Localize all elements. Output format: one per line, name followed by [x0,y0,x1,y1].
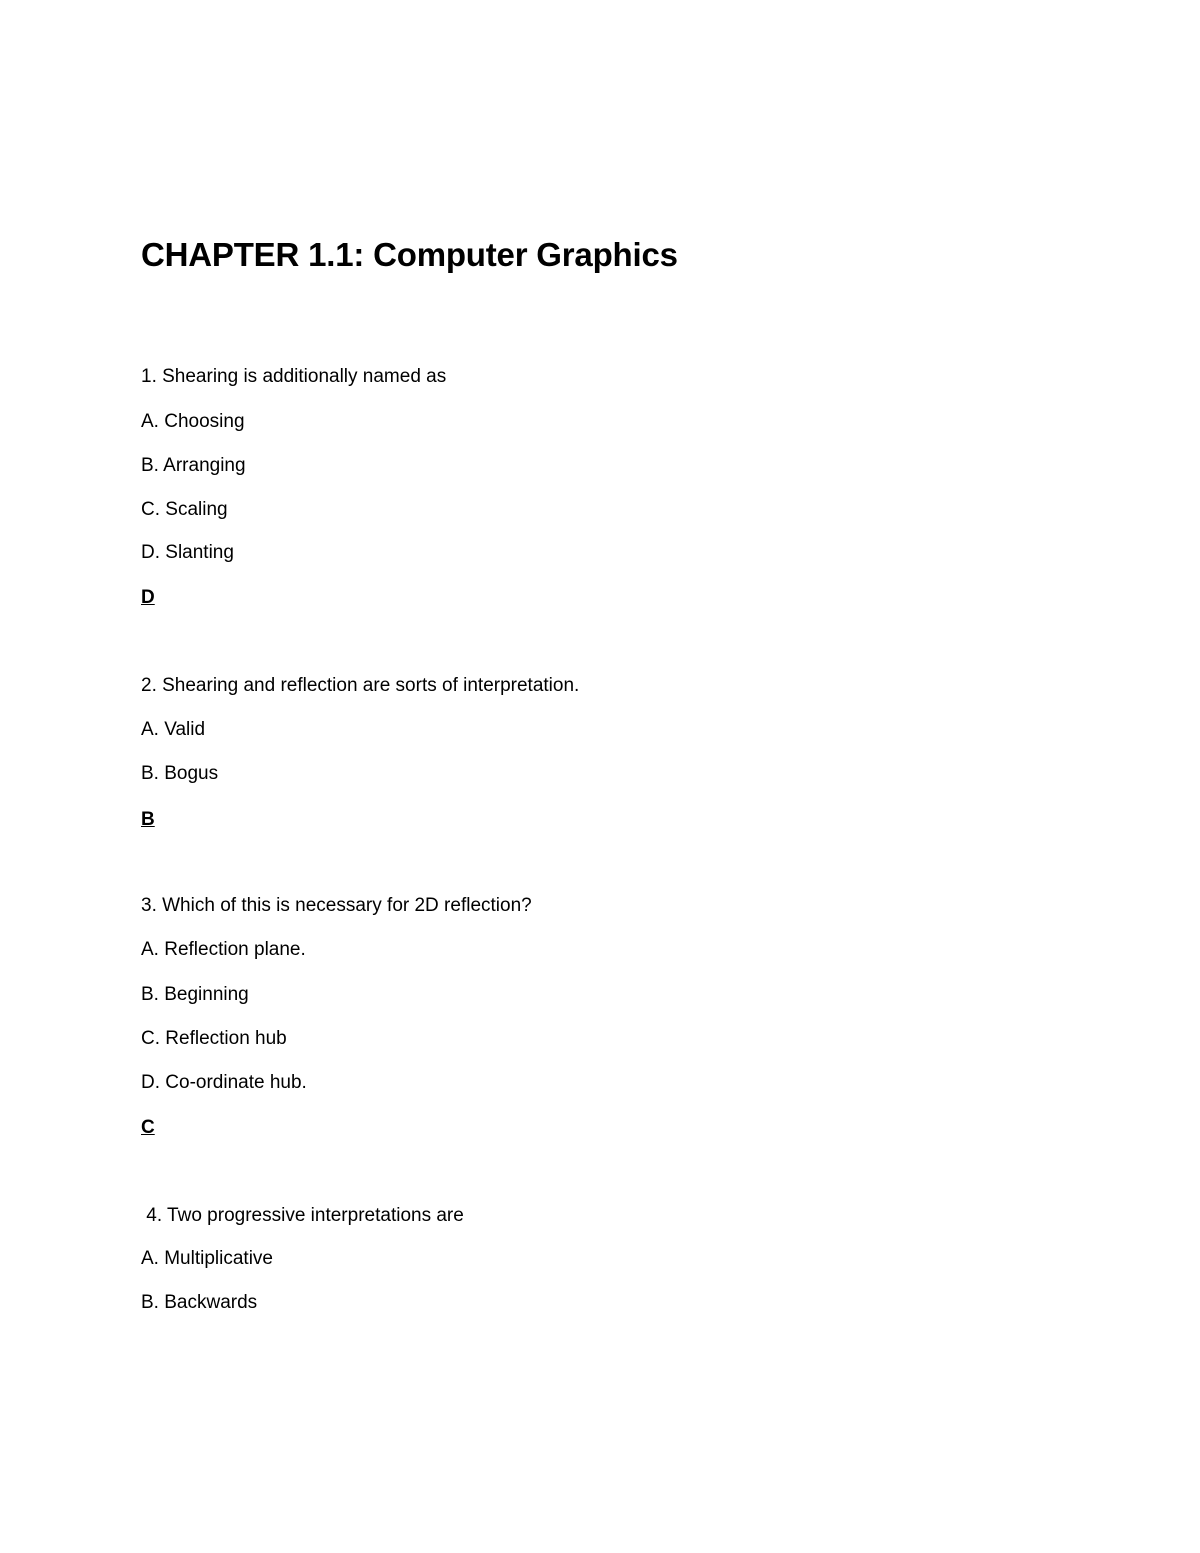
question-3-option-c: C. Reflection hub [141,1028,287,1049]
question-3-option-b: B. Beginning [141,984,249,1005]
question-4-option-b: B. Backwards [141,1292,258,1313]
question-1-text: 1. Shearing is additionally named as [141,366,447,387]
question-4-option-a: A. Multiplicative [141,1248,273,1269]
question-1-option-b: B. Arranging [141,455,246,476]
question-2-option-a: A. Valid [141,719,206,740]
question-3-text: 3. Which of this is necessary for 2D reflection? [141,895,532,916]
question-4-text: 4. Two progressive interpretations are [141,1205,464,1226]
question-3-option-d: D. Co-ordinate hub. [141,1072,307,1093]
question-3-answer: C [141,1117,155,1138]
chapter-title: CHAPTER 1.1: Computer Graphics [141,236,678,273]
question-2-option-b: B. Bogus [141,763,219,784]
question-3-option-a: A. Reflection plane. [141,939,306,960]
question-1-option-a: A. Choosing [141,411,245,432]
question-1-answer: D [141,587,155,608]
question-1-option-c: C. Scaling [141,499,228,520]
question-2-answer: B [141,809,155,830]
question-1-option-d: D. Slanting [141,542,234,563]
question-2-text: 2. Shearing and reflection are sorts of interpretation. [141,675,580,696]
